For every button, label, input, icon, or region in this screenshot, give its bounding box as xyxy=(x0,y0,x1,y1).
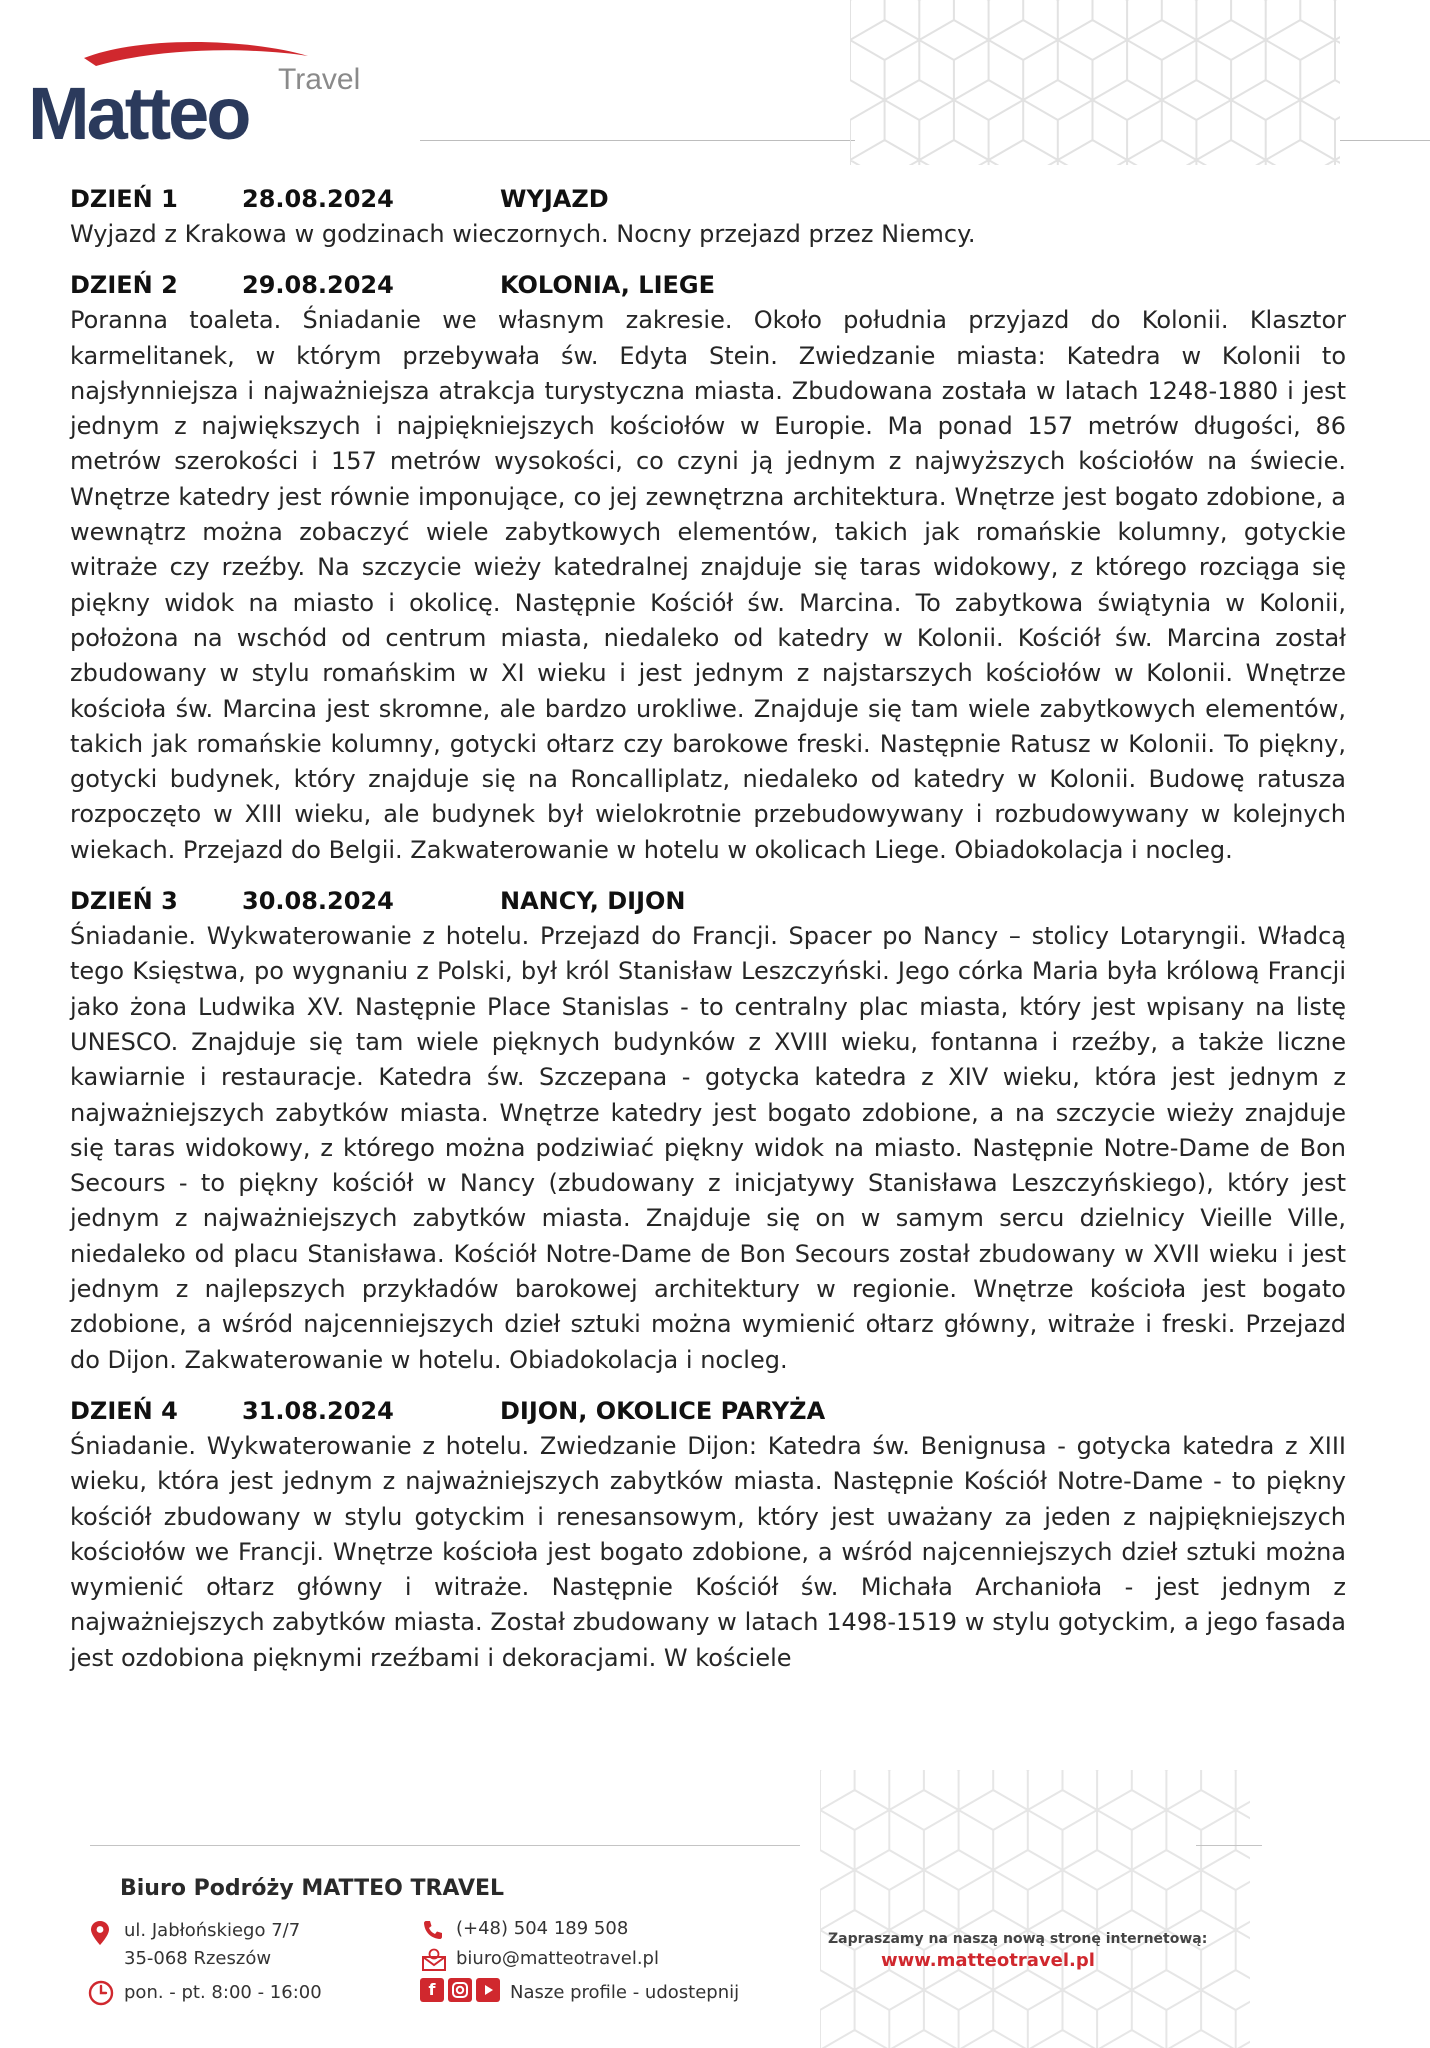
footer-website-invite: Zapraszamy na naszą nową stronę internetową: xyxy=(828,1931,1208,1947)
day-number: DZIEŃ 2 xyxy=(70,271,178,300)
cube-pattern-lines xyxy=(820,1770,1250,2048)
logo-sub-text: Travel xyxy=(278,63,361,96)
footer-email[interactable]: biuro@matteotravel.pl xyxy=(456,1948,659,1969)
email-icon xyxy=(421,1948,447,1972)
phone-icon xyxy=(421,1918,445,1942)
footer-phone[interactable]: (+48) 504 189 508 xyxy=(456,1918,629,1939)
day-title: NANCY, DIJON xyxy=(500,887,686,916)
day-section xyxy=(70,884,1346,1378)
day-section xyxy=(70,1394,1346,1676)
social-icons xyxy=(420,1978,500,2002)
footer-website-link[interactable]: www.matteotravel.pl xyxy=(881,1950,1095,1971)
day-section xyxy=(70,268,1346,868)
day-heading xyxy=(70,268,1346,303)
day-date: 30.08.2024 xyxy=(242,887,394,916)
clock-icon xyxy=(88,1980,114,2006)
day-heading xyxy=(70,182,1346,217)
location-pin-icon xyxy=(90,1920,110,1946)
day-date: 31.08.2024 xyxy=(242,1396,394,1425)
header-divider xyxy=(1340,140,1430,141)
cube-pattern-lines xyxy=(850,0,1340,165)
decorative-cube-pattern xyxy=(850,0,1340,165)
day-description: Śniadanie. Wykwaterowanie z hotelu. Zwiedzanie Dijon: Katedra św. Benignusa - gotycka katedra z XIII wieku, która jest jednym z najważniejszych zabytków miasta. Następnie Kościół Notre-Dame - to piękny kościół zbudowany w stylu gotyckim i renesansowym, który jest uważany za jeden z najpiękniejszych kościołów we Francji. Wnętrze kościoła jest bogato zdobione, a wśród najcenniejszych dzieł sztuki można wymienić ołtarz główny i witraże. Następnie Kościół św. Michała Archanioła - jest jednym z najważniejszych zabytków miasta. Został zbudowany w latach 1498-1519 w stylu gotyckim, a jego fasada jest ozdobiona pięknymi rzeźbami i dekoracjami. W kościele xyxy=(70,1431,1346,1672)
day-number: DZIEŃ 3 xyxy=(70,887,178,916)
day-title: DIJON, OKOLICE PARYŻA xyxy=(500,1396,826,1425)
day-description: Śniadanie. Wykwaterowanie z hotelu. Przejazd do Francji. Spacer po Nancy – stolicy Lotaryngii. Władcą tego Księstwa, po wygnaniu z Polski, był król Stanisław Leszczyński. Jego córka Maria była królową Francji jako żona Ludwika XV. Następnie Place Stanislas - to centralny plac miasta, który jest wpisany na listę UNESCO. Znajduje się tam wiele pięknych budynków z XVIII wieku, fontanna i rzeźby, a także liczne kawiarnie i restauracje. Katedra św. Szczepana - gotycka katedra z XIV wieku, która jest jednym z najważniejszych zabytków miasta. Wnętrze katedry jest bogato zdobione, a na szczycie wieży znajduje się taras widokowy, z którego można podziwiać piękny widok na miasto. Następnie Notre-Dame de Bon Secours - to piękny kościół w Nancy (zbudowany z inicjatywy Stanisława Leszczyńskiego), który jest jednym z najważniejszych zabytków miasta. Znajduje się on w samym sercu dzielnicy Vieille Ville, niedaleko od placu Stanisława. Kościół Notre-Dame de Bon Secours został zbudowany w XVII wieku i jest jednym z najlepszych przykładów barokowej architektury w regionie. Wnętrze kościoła jest bogato zdobione, a wśród najcenniejszych dzieł sztuki można wymienić ołtarz główny, witraże i freski. Przejazd do Dijon. Zakwaterowanie w hotelu. Obiadokolacja i nocleg. xyxy=(70,922,1346,1374)
day-heading xyxy=(70,1394,1346,1429)
logo-text: Matteo xyxy=(28,72,249,151)
instagram-icon[interactable] xyxy=(448,1978,472,2002)
youtube-icon[interactable] xyxy=(476,1978,500,2002)
footer-city: 35-068 Rzeszów xyxy=(124,1948,272,1969)
day-description: Wyjazd z Krakowa w godzinach wieczornych. Nocny przejazd przez Niemcy. xyxy=(70,220,976,248)
footer-social-profiles[interactable]: Nasze profile - udostepnij xyxy=(510,1982,740,2003)
footer-opening-hours: pon. - pt. 8:00 - 16:00 xyxy=(124,1982,322,2003)
itinerary xyxy=(70,182,1346,1692)
day-description: Poranna toaleta. Śniadanie we własnym zakresie. Około południa przyjazd do Kolonii. Klasztor karmelitanek, w którym przebywała św. Edyta Stein. Zwiedzanie miasta: Katedra w Kolonii to najsłynniejsza i najważniejsza atrakcja turystyczna miasta. Zbudowana została w latach 1248-1880 i jest jednym z największych i najpiękniejszych kościołów w Europie. Ma ponad 157 metrów długości, 86 metrów szerokości i 157 metrów wysokości, co czyni ją jednym z najwyższych kościołów na świecie. Wnętrze katedry jest równie imponujące, co jej zewnętrzna architektura. Wnętrze jest bogato zdobione, a wewnątrz można zobaczyć wiele zabytkowych elementów, takich jak romańskie kolumny, gotyckie witraże czy rzeźby. Na szczycie wieży katedralnej znajduje się taras widokowy, z którego rozciąga się piękny widok na miasto i okolicę. Następnie Kościół św. Marcina. To zabytkowa świątynia w Kolonii, położona na wschód od centrum miasta, niedaleko od katedry w Kolonii. Kościół św. Marcina został zbudowany w stylu romańskim w XI wieku i jest jednym z najstarszych kościołów w Kolonii. Wnętrze kościoła św. Marcina jest skromne, ale bardzo urokliwe. Znajduje się tam wiele zabytkowych elementów, takich jak romańskie kolumny, gotycki ołtarz czy barokowe freski. Następnie Ratusz w Kolonii. To piękny, gotycki budynek, który znajduje się na Roncalliplatz, niedaleko od katedry w Kolonii. Budowę ratusza rozpoczęto w XIII wieku, ale budynek był wielokrotnie przebudowywany i rozbudowywany w kolejnych wiekach. Przejazd do Belgii. Zakwaterowanie w hotelu w okolicach Liege. Obiadokolacja i nocleg. xyxy=(70,306,1346,864)
day-number: DZIEŃ 1 xyxy=(70,185,178,213)
facebook-icon[interactable]: f xyxy=(420,1978,444,2002)
day-title: KOLONIA, LIEGE xyxy=(500,271,715,300)
day-date: 29.08.2024 xyxy=(242,271,394,300)
footer-street: ul. Jabłońskiego 7/7 xyxy=(124,1920,301,1941)
decorative-cube-pattern xyxy=(820,1770,1250,2048)
day-heading xyxy=(70,884,1346,919)
header-divider xyxy=(420,140,855,141)
day-section xyxy=(70,182,1346,252)
day-number: DZIEŃ 4 xyxy=(70,1396,178,1425)
footer-divider xyxy=(1196,1845,1262,1846)
footer-divider xyxy=(90,1845,800,1846)
matteo-travel-logo[interactable] xyxy=(26,36,366,151)
day-title: WYJAZD xyxy=(500,185,609,213)
footer-company-name: Biuro Podróży MATTEO TRAVEL xyxy=(120,1876,505,1901)
day-date: 28.08.2024 xyxy=(242,185,394,213)
